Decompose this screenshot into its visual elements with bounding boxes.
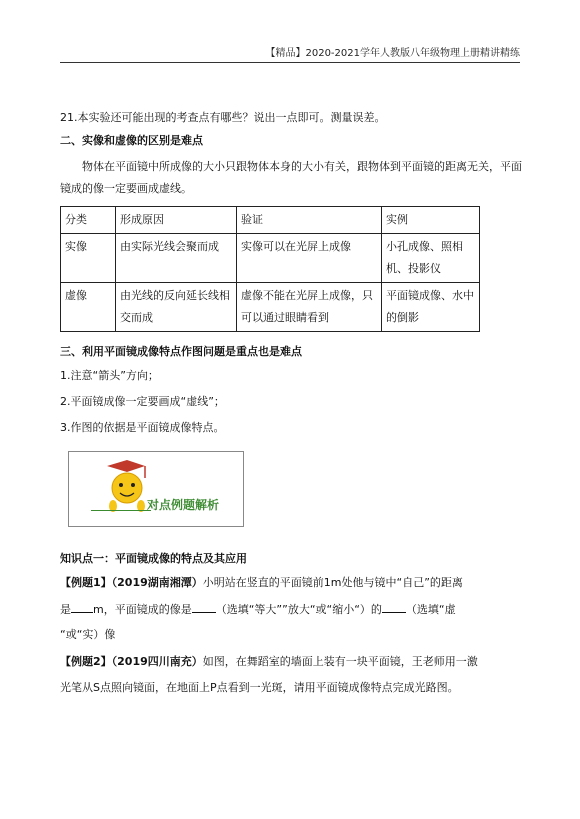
example-1-text: m，平面镜成的像是 <box>93 603 192 616</box>
page-header: 【精品】2020-2021学年人教版八年级物理上册精讲精练 <box>265 48 520 59</box>
answer-blank[interactable] <box>382 601 406 613</box>
table-header-row <box>61 207 480 234</box>
answer-blank[interactable] <box>71 601 93 613</box>
table-cell: 虚像 <box>61 283 116 332</box>
question-21: 21.本实验还可能出现的考查点有哪些？说出一点即可。测量误差。 <box>60 111 386 124</box>
section-3-item: 3.作图的依据是平面镜成像特点。 <box>60 421 225 434</box>
mascot-icon <box>87 456 167 526</box>
table-cell: 实像可以在光屏上成像 <box>237 234 382 283</box>
table-cell: 由实际光线会聚而成 <box>116 234 237 283</box>
table-row <box>61 283 480 332</box>
banner-divider <box>91 510 151 511</box>
table-cell: 虚像不能在光屏上成像，只可以通过眼睛看到 <box>237 283 382 332</box>
example-2-tag: 【例题2】 <box>60 655 112 668</box>
knowledge-point-heading: 知识点一：平面镜成像的特点及其应用 <box>60 552 247 565</box>
example-1-text: （选填“虚 <box>405 603 456 616</box>
table-header-cell: 实例 <box>382 207 480 234</box>
example-2-source: （2019四川南充） <box>111 655 203 668</box>
table-header-cell: 分类 <box>61 207 116 234</box>
section-3-heading: 三、利用平面镜成像特点作图问题是重点也是难点 <box>60 345 302 358</box>
example-2-line-2: 光笔从S点照向镜面，在地面上P点看到一光斑，请用平面镜成像特点完成光路图。 <box>60 681 459 694</box>
example-1-text: （选填“等大” <box>215 603 283 616</box>
table-row <box>61 234 480 283</box>
section-3-item: 2.平面镜成像一定要画成“虚线”； <box>60 395 225 408</box>
example-1-tag: 【例题1】 <box>60 576 112 589</box>
table-cell: 实像 <box>61 234 116 283</box>
table-header-cell: 形成原因 <box>116 207 237 234</box>
example-2-text: 如图，在舞蹈室的墙面上装有一块平面镜，王老师用一激 <box>202 655 478 668</box>
section-3-item: 1.注意“箭头”方向； <box>60 369 159 382</box>
banner-label: 对点例题解析 <box>147 498 220 512</box>
image-comparison-table <box>60 206 480 332</box>
example-1-line-2 <box>60 601 456 618</box>
table-cell: 由光线的反向延长线相交而成 <box>116 283 237 332</box>
header-divider <box>60 62 520 63</box>
example-1-text: ”放大“或“缩小“）的 <box>282 603 382 616</box>
section-2-paragraph: 物体在平面镜中所成像的大小只跟物体本身的大小有关，跟物体到平面镜的距离无关，平面镜成的像一定要画成虚线。 <box>60 160 522 195</box>
example-2-line-1 <box>60 654 478 670</box>
section-2-heading: 二、实像和虚像的区别是难点 <box>60 134 203 147</box>
example-1-line-3: “或“实）像 <box>60 628 116 641</box>
example-1-text: 小明站在竖直的平面镜前1m处他与镜中“自己”的距离 <box>202 576 463 589</box>
answer-blank[interactable] <box>192 601 216 613</box>
example-1-line-1 <box>60 575 463 591</box>
example-1-source: （2019湖南湘潭） <box>111 576 203 589</box>
example-1-text: 是 <box>60 603 71 616</box>
example-banner <box>68 451 244 527</box>
table-header-cell: 验证 <box>237 207 382 234</box>
table-cell: 平面镜成像、水中的倒影 <box>382 283 480 332</box>
table-cell: 小孔成像、照相机、投影仪 <box>382 234 480 283</box>
